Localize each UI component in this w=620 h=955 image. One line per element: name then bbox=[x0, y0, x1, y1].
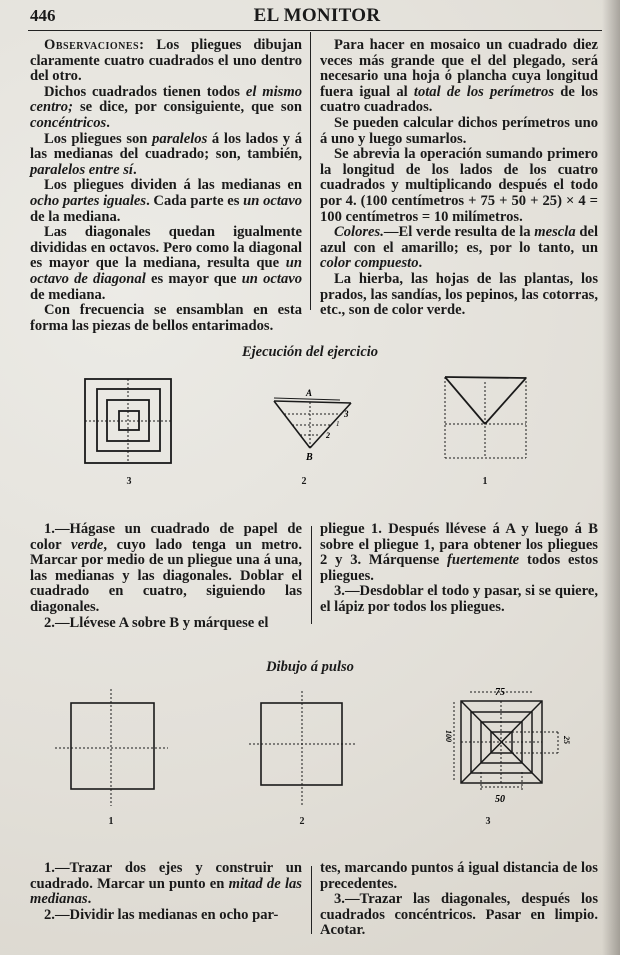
text: , cuyo lado tenga un metro. Marcar por medio de un pliegue una á una, las medianas y las diagonales. Doblar el cuadrado en cuatro, siguiendo las diagonales. bbox=[30, 536, 302, 615]
text: de la mediana. bbox=[30, 208, 121, 225]
text: 1.—Hágase un cuadrado de papel de color bbox=[30, 521, 302, 553]
text: Los pliegues dividen á las medianas en bbox=[44, 177, 302, 194]
dimension-top: 75 bbox=[495, 687, 505, 698]
dibujo-title: Dibujo á pulso bbox=[266, 659, 354, 675]
top-right-column bbox=[320, 38, 598, 319]
step-2-continued: tes, marcando puntos á igual distancia de los precedentes. bbox=[320, 860, 598, 892]
emphasis: ocho partes iguales bbox=[30, 192, 147, 209]
step-3: 3.—Desdoblar el todo y pasar, si se quiere, el lápiz por todos los pliegues. bbox=[320, 583, 598, 615]
text: del azul con el amarillo; es, por lo tanto, un bbox=[320, 224, 598, 256]
step-1 bbox=[30, 522, 302, 616]
colores-paragraph bbox=[320, 225, 598, 272]
text: Los pliegues dibujan claramente cuatro cuadrados el uno dentro del otro. bbox=[30, 37, 302, 85]
text: . bbox=[106, 114, 110, 131]
step-3: 3.—Trazar las diagonales, después los cuadrados concéntricos. Pasar en limpio. Acotar. bbox=[320, 891, 598, 939]
column-divider bbox=[311, 526, 312, 624]
dibujo-left-column bbox=[30, 861, 302, 923]
text: Los pliegues son bbox=[44, 130, 153, 147]
dibujo-figure-3 bbox=[440, 686, 580, 812]
point-b-label: B bbox=[306, 452, 313, 463]
ejecucion-figure-2 bbox=[270, 388, 360, 463]
page-header bbox=[28, 4, 606, 28]
dibujo-right-column bbox=[320, 861, 598, 939]
figure-label: 2 bbox=[301, 476, 307, 487]
column-divider bbox=[311, 866, 312, 934]
paragraph bbox=[30, 132, 302, 179]
text: —El verde resulta de la bbox=[383, 224, 535, 241]
paragraph bbox=[30, 225, 302, 303]
text: pliegue 1. Después llévese á A y luego á B sobre el pliegue 1, para obtener los pliegues 2 y 3. Márquense bbox=[320, 521, 598, 569]
emphasis: un octavo de diagonal bbox=[30, 255, 302, 287]
ejecucion-left-column bbox=[30, 522, 302, 631]
text: . bbox=[87, 891, 92, 908]
emphasis: verde bbox=[70, 536, 104, 553]
paragraph bbox=[30, 85, 302, 132]
dimension-bottom: 50 bbox=[495, 794, 505, 805]
step-2: 2.—Dividir las medianas en ocho par- bbox=[44, 906, 279, 923]
point-a-label: A bbox=[306, 388, 313, 398]
text: Dichos cuadrados tienen todos bbox=[44, 83, 246, 100]
observaciones-paragraph bbox=[30, 38, 302, 85]
paragraph bbox=[30, 178, 302, 225]
top-left-column bbox=[30, 38, 302, 334]
step-1 bbox=[30, 861, 302, 908]
figure-label: 3 bbox=[126, 476, 132, 487]
paragraph: Se pueden calcular dichos perímetros uno á uno y luego sumarlos. bbox=[320, 114, 598, 147]
figure-label: 1 bbox=[482, 476, 488, 487]
figure-label: 3 bbox=[485, 816, 491, 827]
emphasis: concéntricos bbox=[30, 114, 107, 131]
column-divider bbox=[310, 32, 311, 310]
ejecucion-figure-1 bbox=[444, 376, 528, 468]
emphasis: total de los perímetros bbox=[413, 83, 555, 100]
emphasis: el mismo centro; bbox=[30, 83, 302, 116]
fold-1-label: 1 bbox=[336, 420, 340, 428]
paragraph bbox=[320, 38, 598, 116]
ejecucion-figure-3 bbox=[84, 378, 174, 466]
page-number: 446 bbox=[30, 6, 56, 25]
ejecucion-right-column bbox=[320, 522, 598, 616]
text: es mayor que bbox=[145, 270, 242, 287]
dimension-left: 100 bbox=[444, 730, 453, 742]
text: . bbox=[418, 255, 423, 272]
dibujo-figure-1 bbox=[54, 688, 170, 810]
emphasis: paralelos bbox=[152, 130, 208, 147]
emphasis: mescla bbox=[534, 224, 576, 241]
step-2: 2.—Llévese A sobre B y márquese el bbox=[44, 614, 269, 631]
figure-label: 2 bbox=[299, 816, 305, 827]
paragraph: Con frecuencia se ensamblan en esta forma las piezas de bellos entarimados. bbox=[30, 302, 302, 334]
fold-2-label: 2 bbox=[326, 431, 330, 440]
ejecucion-title: Ejecución del ejercicio bbox=[241, 344, 379, 360]
running-title: EL MONITOR bbox=[253, 5, 381, 26]
paragraph: Se abrevia la operación sumando primero la longitud de los lados de los cuatro cuadrados y multiplicando después el todo por 4. (100 centímetros + 75 + 50 + 25) × 4 = 100 centímetros = 10 milímetros. bbox=[320, 146, 598, 225]
emphasis: Colores. bbox=[334, 224, 384, 241]
text: de mediana. bbox=[30, 286, 106, 303]
text: se dice, por consiguiente, que son bbox=[72, 99, 302, 116]
emphasis: fuertemente bbox=[447, 552, 520, 569]
emphasis: paralelos entre sí bbox=[30, 161, 133, 178]
figure-label: 1 bbox=[108, 816, 114, 827]
page-edge-shadow bbox=[602, 0, 620, 955]
step-2-continued bbox=[320, 522, 598, 584]
text: de los cuatro cuadrados. bbox=[320, 83, 598, 116]
emphasis: un octavo bbox=[243, 192, 302, 209]
text: todos estos pliegues. bbox=[320, 552, 598, 584]
text: Para hacer en mosaico un cuadrado diez veces más grande que el del plegado, será necesario una hoja ó plancha cuya longitud fuera igual al bbox=[320, 37, 598, 100]
emphasis: mitad de las medianas bbox=[30, 875, 302, 908]
fold-3-label: 3 bbox=[344, 409, 349, 419]
dibujo-figure-2 bbox=[248, 690, 358, 808]
emphasis: un octavo bbox=[241, 270, 303, 287]
text: . bbox=[132, 161, 137, 178]
text: á los lados y á las medianas del cuadrado; son, también, bbox=[30, 130, 302, 163]
text: Las diagonales quedan igualmente divididas en octavos. Pero como la diagonal es mayor que la mediana, resulta que bbox=[30, 224, 302, 272]
text: 1.—Trazar dos ejes y construir un cuadrado. Marcar un punto en bbox=[30, 860, 302, 892]
header-rule bbox=[28, 30, 602, 31]
dimension-right: 25 bbox=[562, 736, 571, 744]
observaciones-lead: Observaciones: bbox=[44, 37, 145, 53]
text: . Cada parte es bbox=[146, 192, 244, 209]
emphasis: color compuesto bbox=[320, 255, 419, 272]
paragraph: La hierba, las hojas de las plantas, los prados, las sandías, los pepinos, las cotorras, etc., son de color verde. bbox=[320, 270, 598, 319]
